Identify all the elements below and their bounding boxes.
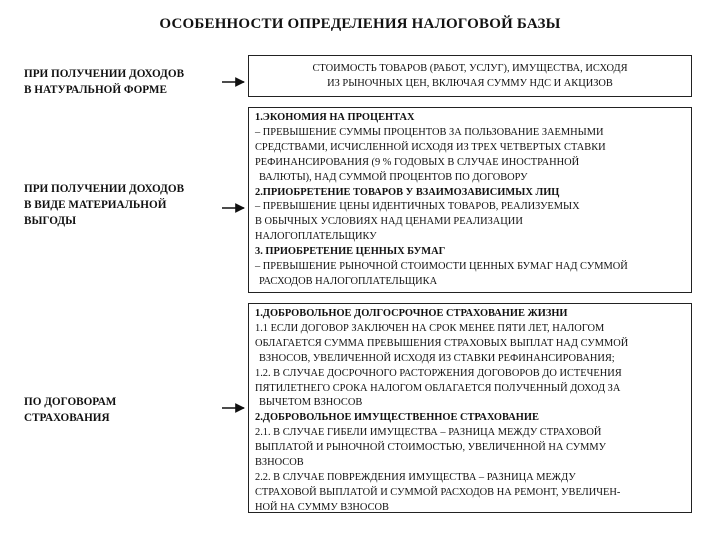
left-label-line: ПО ДОГОВОРАМ (24, 396, 117, 408)
box-line: ПЯТИЛЕТНЕГО СРОКА НАЛОГОМ ОБЛАГАЕТСЯ ПОЛУЧЕННЫЙ ДОХОД ЗА (255, 382, 621, 394)
box-heading: 1.ДОБРОВОЛЬНОЕ ДОЛГОСРОЧНОЕ СТРАХОВАНИЕ ЖИЗНИ (255, 308, 568, 319)
left-label-line: ВЫГОДЫ (24, 215, 77, 227)
box-heading: 2.ДОБРОВОЛЬНОЕ ИМУЩЕСТВЕННОЕ СТРАХОВАНИЕ (255, 412, 539, 424)
box-line: – ПРЕВЫШЕНИЕ РЫНОЧНОЙ СТОИМОСТИ ЦЕННЫХ БУМАГ НАД СУММОЙ (255, 261, 628, 273)
box-natural-form (248, 55, 692, 97)
box-line: ВЫПЛАТОЙ И РЫНОЧНОЙ СТОИМОСТЬЮ, УВЕЛИЧЕННОЙ НА СУММУ (255, 442, 606, 454)
box-material-benefit (248, 107, 692, 293)
box-line: ВЫЧЕТОМ ВЗНОСОВ (259, 397, 363, 409)
box-line: ИЗ РЫНОЧНЫХ ЦЕН, ВКЛЮЧАЯ СУММУ НДС И АКЦИЗОВ (327, 78, 613, 89)
box-line: 2.2. В СЛУЧАЕ ПОВРЕЖДЕНИЯ ИМУЩЕСТВА – РАЗНИЦА МЕЖДУ (255, 471, 576, 483)
left-label-line: ПРИ ПОЛУЧЕНИИ ДОХОДОВ (24, 183, 185, 195)
box-line: НОЙ НА СУММУ ВЗНОСОВ (255, 501, 389, 513)
box-line: СТОИМОСТЬ ТОВАРОВ (РАБОТ, УСЛУГ), ИМУЩЕСТВА, ИСХОДЯ (312, 63, 628, 74)
box-line: ВЗНОСОВ, УВЕЛИЧЕННОЙ ИСХОДЯ ИЗ СТАВКИ РЕФИНАНСИРОВАНИЯ; (259, 352, 615, 364)
box-line: 1.1 ЕСЛИ ДОГОВОР ЗАКЛЮЧЕН НА СРОК МЕНЕЕ ПЯТИ ЛЕТ, НАЛОГОМ (255, 322, 605, 334)
box-heading: 2.ПРИОБРЕТЕНИЕ ТОВАРОВ У ВЗАИМОЗАВИСИМЫХ ЛИЦ (255, 186, 560, 198)
diagram-title: ОСОБЕННОСТИ ОПРЕДЕЛЕНИЯ НАЛОГОВОЙ БАЗЫ (159, 16, 561, 32)
box-line: – ПРЕВЫШЕНИЕ СУММЫ ПРОЦЕНТОВ ЗА ПОЛЬЗОВАНИЕ ЗАЕМНЫМИ (255, 126, 604, 138)
box-line: 2.1. В СЛУЧАЕ ГИБЕЛИ ИМУЩЕСТВА – РАЗНИЦА МЕЖДУ СТРАХОВОЙ (255, 427, 602, 439)
box-line: НАЛОГОПЛАТЕЛЬЩИКУ (255, 231, 377, 243)
box-line: РАСХОДОВ НАЛОГОПЛАТЕЛЬЩИКА (259, 275, 438, 287)
box-line: В ОБЫЧНЫХ УСЛОВИЯХ НАД ЦЕНАМИ РЕАЛИЗАЦИИ (255, 216, 523, 228)
box-line: ВЗНОСОВ (255, 457, 304, 469)
left-label-line: ПРИ ПОЛУЧЕНИИ ДОХОДОВ (24, 68, 185, 80)
left-label-line: СТРАХОВАНИЯ (24, 412, 110, 424)
box-line: СРЕДСТВАМИ, ИСЧИСЛЕННОЙ ИСХОДЯ ИЗ ТРЕХ ЧЕТВЕРТЫХ СТАВКИ (255, 141, 606, 153)
box-heading: 3. ПРИОБРЕТЕНИЕ ЦЕННЫХ БУМАГ (255, 246, 446, 258)
box-line: 1.2. В СЛУЧАЕ ДОСРОЧНОГО РАСТОРЖЕНИЯ ДОГОВОРОВ ДО ИСТЕЧЕНИЯ (255, 367, 622, 379)
box-insurance (248, 303, 692, 513)
box-line: РЕФИНАНСИРОВАНИЯ (9 % ГОДОВЫХ В СЛУЧАЕ ИНОСТРАННОЙ (255, 156, 580, 168)
box-line: СТРАХОВОЙ ВЫПЛАТОЙ И СУММОЙ РАСХОДОВ НА РЕМОНТ, УВЕЛИЧЕН- (255, 486, 621, 498)
box-line: ВАЛЮТЫ), НАД СУММОЙ ПРОЦЕНТОВ ПО ДОГОВОРУ (259, 171, 528, 183)
box-line: ОБЛАГАЕТСЯ СУММА ПРЕВЫШЕНИЯ СТРАХОВЫХ ВЫПЛАТ НАД СУММОЙ (255, 337, 629, 349)
box-line: – ПРЕВЫШЕНИЕ ЦЕНЫ ИДЕНТИЧНЫХ ТОВАРОВ, РЕАЛИЗУЕМЫХ (255, 201, 580, 213)
box-heading: 1.ЭКОНОМИЯ НА ПРОЦЕНТАХ (255, 112, 415, 123)
left-label-line: В НАТУРАЛЬНОЙ ФОРМЕ (24, 84, 167, 96)
left-label-line: В ВИДЕ МАТЕРИАЛЬНОЙ (24, 199, 167, 211)
